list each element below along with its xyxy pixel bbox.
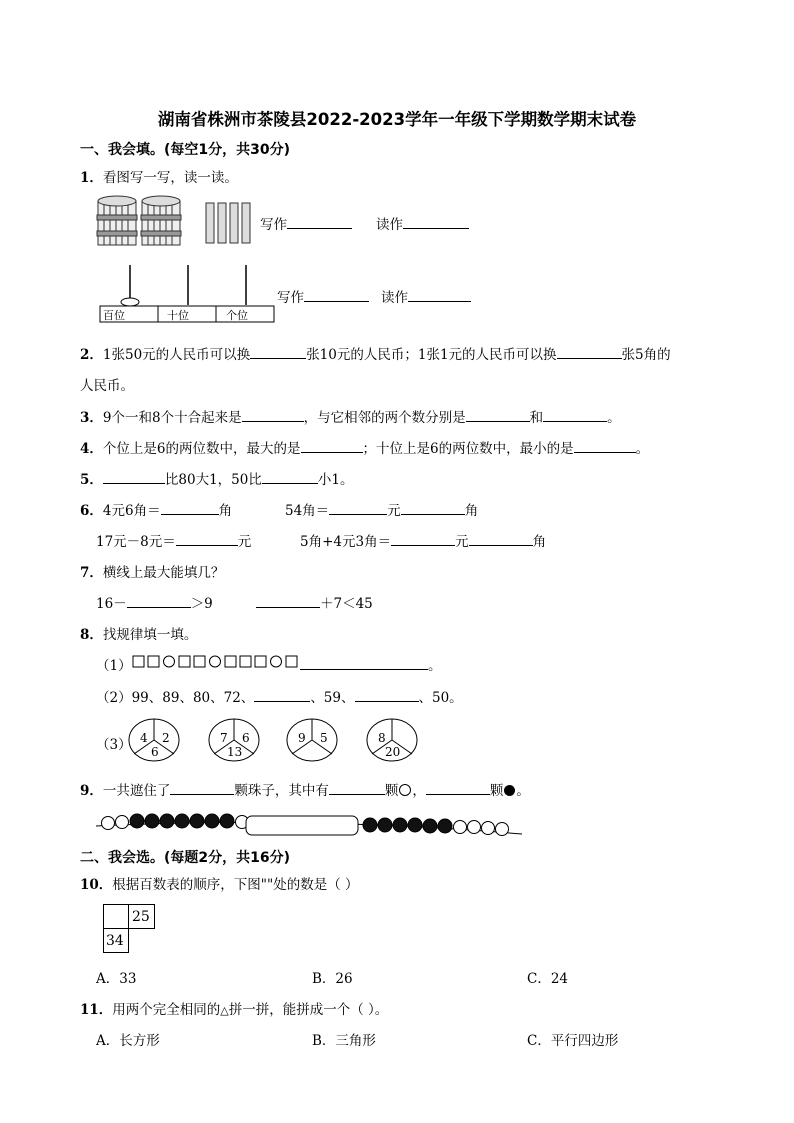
answer-blank[interactable] (391, 532, 455, 546)
answer-blank[interactable] (543, 408, 607, 422)
question-1: 1．看图写一写，读一读。 (80, 170, 238, 186)
answer-blank[interactable] (161, 501, 219, 515)
question-8-part-1: （1） (96, 658, 132, 674)
answer-blank[interactable] (250, 345, 306, 359)
question-6-line-2: 17元－8元＝ 元 (96, 534, 252, 550)
answer-blank[interactable] (401, 501, 465, 515)
answer-blank[interactable] (301, 439, 363, 453)
question-8: 8．找规律填一填。 (80, 627, 198, 643)
question-4: 4．个位上是6的两位数中，最大的是 ；十位上是6的两位数中，最小的是 。 (80, 441, 650, 457)
abacus-label-hundreds: 百位 (103, 309, 125, 322)
answer-blank[interactable] (304, 288, 369, 302)
answer-blank[interactable] (355, 688, 419, 702)
white-bead-icon (399, 784, 411, 796)
question-8-part-1-blank: 。 (300, 654, 442, 674)
answer-blank[interactable] (329, 501, 387, 515)
q10-option-b[interactable]: B．26 (312, 971, 353, 987)
black-bead-icon (504, 785, 515, 796)
stick-bundles-figure (96, 195, 256, 250)
question-2: 2．1张50元的人民币可以换 张10元的人民币；1张1元的人民币可以换 张5角的 (80, 347, 671, 363)
answer-blank[interactable] (426, 781, 490, 795)
answer-blank[interactable] (262, 470, 318, 484)
answer-blank[interactable] (287, 215, 352, 229)
question-6-line-1: 6．4元6角＝ 角 (80, 503, 233, 519)
square-icon (148, 656, 159, 667)
bundle-of-ten-icon (141, 196, 181, 245)
circle-icon (164, 656, 175, 667)
circle-3-left: 9 (298, 731, 306, 745)
q11-option-c[interactable]: C．平行四边形 (527, 1033, 619, 1049)
circle-2-left: 7 (220, 731, 228, 745)
q11-option-a[interactable]: A．长方形 (96, 1033, 160, 1049)
question-8-part-3: （3） (96, 737, 132, 753)
question-10: 10．根据百数表的顺序，下图""处的数是（ ） (80, 877, 359, 893)
q1-read-1: 读作 (376, 213, 469, 233)
question-9: 9．一共遮住了 颗珠子，其中有 颗 ， 颗 。 (80, 783, 530, 799)
cover-box (246, 816, 358, 835)
square-icon (133, 656, 144, 667)
answer-blank[interactable] (574, 439, 636, 453)
square-icon (194, 656, 205, 667)
abacus-label-tens: 十位 (167, 309, 189, 322)
answer-blank[interactable] (469, 532, 533, 546)
answer-blank[interactable] (176, 532, 238, 546)
q10-option-a[interactable]: A．33 (96, 971, 137, 987)
q1-read-2: 读作 (381, 286, 471, 306)
grid-cell-25: 25 (132, 909, 150, 925)
question-5: 5． 比80大1，50比 小1。 (80, 472, 354, 488)
question-11: 11．用两个完全相同的△拼一拼，能拼成一个（ ）。 (80, 1002, 389, 1018)
question-7-a: 16－ ＞9 (96, 596, 213, 612)
answer-blank[interactable] (256, 594, 320, 608)
circle-1-right: 2 (162, 731, 170, 745)
circle-4-bottom: 20 (385, 745, 401, 759)
square-icon (255, 656, 266, 667)
section-1-heading: 一、我会填。(每空1分，共30分) (80, 142, 291, 158)
answer-blank[interactable] (329, 781, 385, 795)
question-6-line-2b: 5角+4元3角＝ 元 角 (300, 534, 547, 550)
answer-blank[interactable] (254, 688, 310, 702)
question-2-cont: 人民币。 (80, 378, 134, 394)
circle-4-left: 8 (378, 731, 386, 745)
shape-pattern (132, 655, 300, 669)
question-8-part-2: （2）99、89、80、72、 、59、 、50。 (96, 690, 463, 706)
answer-blank[interactable] (242, 408, 304, 422)
circle-2-bottom: 13 (227, 745, 243, 759)
square-icon (225, 656, 236, 667)
number-circle (287, 719, 337, 761)
circle-icon (271, 656, 282, 667)
bundle-of-ten-icon (97, 196, 137, 245)
answer-blank[interactable] (170, 781, 234, 795)
abacus-label-ones: 个位 (226, 309, 248, 322)
circle-3-right: 5 (320, 731, 328, 745)
question-7-b: ＋7＜45 (256, 592, 373, 612)
question-6-line-1b: 54角＝ 元 角 (285, 503, 479, 519)
circle-icon (210, 656, 221, 667)
answer-blank[interactable] (103, 470, 165, 484)
square-icon (286, 656, 297, 667)
square-icon (179, 656, 190, 667)
question-7: 7．横线上最大能填几？ (80, 565, 225, 581)
section-2-heading: 二、我会选。(每题2分，共16分) (80, 850, 291, 866)
page-title: 湖南省株洲市茶陵县2022-2023学年一年级下学期数学期末试卷 (157, 110, 637, 129)
answer-blank[interactable] (408, 288, 471, 302)
answer-blank[interactable] (466, 408, 530, 422)
answer-blank[interactable] (403, 215, 469, 229)
q1-write-2: 写作 (277, 286, 369, 306)
q11-option-b[interactable]: B．三角形 (312, 1033, 376, 1049)
square-icon (240, 656, 251, 667)
single-sticks-icon (206, 203, 250, 243)
answer-blank[interactable] (127, 594, 191, 608)
grid-cell-34: 34 (106, 933, 124, 949)
q10-option-c[interactable]: C．24 (527, 971, 569, 987)
circle-1-left: 4 (140, 731, 148, 745)
circle-1-bottom: 6 (151, 745, 159, 759)
bead-string-figure (94, 808, 524, 840)
answer-blank[interactable] (557, 345, 622, 359)
question-3: 3．9个一和8个十合起来是 ，与它相邻的两个数分别是 和 。 (80, 410, 621, 426)
circle-2-right: 6 (242, 731, 250, 745)
q1-write-1: 写作 (260, 213, 352, 233)
triangle-icon: △ (220, 1004, 229, 1017)
answer-blank[interactable] (300, 656, 428, 670)
